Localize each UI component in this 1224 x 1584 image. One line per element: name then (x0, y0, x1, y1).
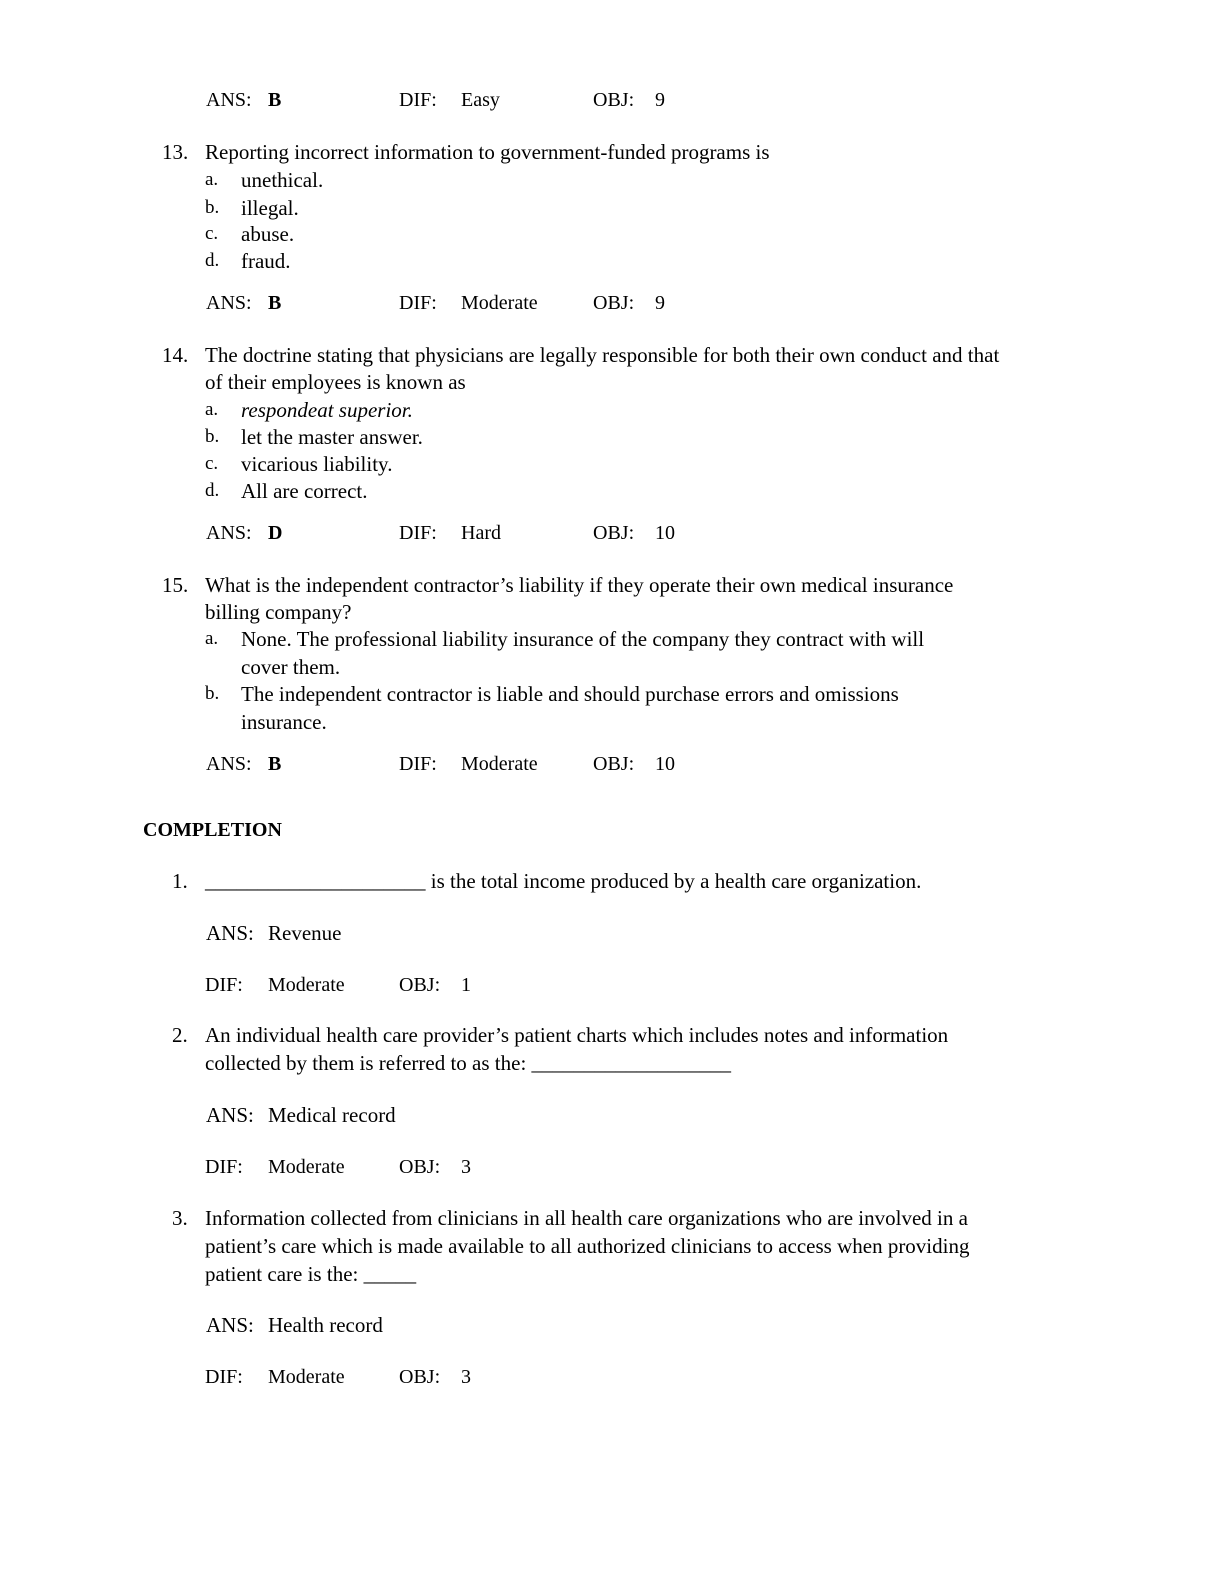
dif-value: Easy (461, 89, 500, 111)
question-text-line-3: patient care is the: _____ (205, 1262, 417, 1286)
option-letter-a: a. (205, 169, 219, 190)
question-stem-line-1: What is the independent contractor’s liability if they operate their own medical insurance (205, 573, 954, 597)
obj-value: 9 (655, 292, 665, 314)
obj-value: 10 (655, 522, 675, 544)
dif-label: DIF: (205, 1156, 243, 1178)
ans-value: D (268, 522, 283, 544)
ans-value: B (268, 753, 282, 775)
question-number: 1. (172, 869, 188, 893)
option-text-c: vicarious liability. (241, 452, 393, 476)
ans-value: Medical record (268, 1103, 396, 1127)
option-text-b: let the master answer. (241, 425, 423, 449)
ans-label: ANS: (206, 522, 252, 544)
option-text-b: illegal. (241, 196, 299, 220)
ans-value: Revenue (268, 921, 342, 945)
option-letter-c: c. (205, 453, 219, 474)
question-number: 14. (162, 343, 189, 367)
option-letter-a: a. (205, 628, 219, 649)
option-letter-b: b. (205, 683, 220, 704)
option-text-a: respondeat superior. (241, 398, 413, 422)
ans-value: B (268, 292, 282, 314)
option-text-b-line-1: The independent contractor is liable and should purchase errors and omissions (241, 682, 899, 706)
option-text-a-line-1: None. The professional liability insurance of the company they contract with will (241, 627, 925, 651)
option-text-c: abuse. (241, 222, 295, 246)
dif-label: DIF: (399, 522, 437, 544)
question-text-line-2: patient’s care which is made available to all authorized clinicians to access when providing (205, 1234, 970, 1258)
question-stem-line-1: The doctrine stating that physicians are legally responsible for both their own conduct and that (205, 343, 1000, 367)
question-stem-line-2: billing company? (205, 600, 352, 624)
option-letter-d: d. (205, 250, 220, 271)
obj-value: 3 (461, 1156, 471, 1178)
option-letter-a: a. (205, 399, 219, 420)
question-number: 13. (162, 140, 189, 164)
question-text-line-1: An individual health care provider’s patient charts which includes notes and information (205, 1023, 949, 1047)
obj-label: OBJ: (399, 974, 441, 996)
question-number: 3. (172, 1206, 188, 1230)
section-heading: COMPLETION (143, 819, 282, 841)
option-text-a-line-2: cover them. (241, 655, 341, 679)
question-text-line-2: collected by them is referred to as the: ___________________ (205, 1051, 732, 1075)
ans-label: ANS: (206, 753, 252, 775)
ans-value: Health record (268, 1313, 383, 1337)
ans-label: ANS: (206, 292, 252, 314)
dif-value: Moderate (268, 1156, 345, 1178)
question-number: 2. (172, 1023, 188, 1047)
option-letter-c: c. (205, 223, 219, 244)
dif-value: Moderate (461, 753, 538, 775)
dif-label: DIF: (205, 974, 243, 996)
ans-label: ANS: (206, 1103, 254, 1127)
dif-value: Moderate (461, 292, 538, 314)
dif-label: DIF: (399, 292, 437, 314)
question-stem-line-2: of their employees is known as (205, 370, 466, 394)
dif-label: DIF: (399, 89, 437, 111)
question-text: _____________________ is the total income produced by a health care organization. (205, 869, 922, 893)
obj-value: 3 (461, 1366, 471, 1388)
obj-label: OBJ: (593, 522, 635, 544)
question-stem: Reporting incorrect information to government-funded programs is (205, 140, 770, 164)
ans-label: ANS: (206, 1313, 254, 1337)
option-letter-b: b. (205, 426, 220, 447)
question-number: 15. (162, 573, 189, 597)
dif-value: Moderate (268, 974, 345, 996)
ans-label: ANS: (206, 921, 254, 945)
option-text-a: unethical. (241, 168, 324, 192)
option-text-d: All are correct. (241, 479, 368, 503)
obj-label: OBJ: (593, 89, 635, 111)
option-letter-b: b. (205, 197, 220, 218)
obj-label: OBJ: (593, 292, 635, 314)
dif-label: DIF: (205, 1366, 243, 1388)
dif-value: Hard (461, 522, 501, 544)
obj-label: OBJ: (593, 753, 635, 775)
obj-value: 9 (655, 89, 665, 111)
obj-label: OBJ: (399, 1156, 441, 1178)
ans-label: ANS: (206, 89, 252, 111)
option-letter-d: d. (205, 480, 220, 501)
dif-value: Moderate (268, 1366, 345, 1388)
option-text-d: fraud. (241, 249, 291, 273)
dif-label: DIF: (399, 753, 437, 775)
obj-label: OBJ: (399, 1366, 441, 1388)
obj-value: 10 (655, 753, 675, 775)
question-text-line-1: Information collected from clinicians in all health care organizations who are involved in a (205, 1206, 968, 1230)
ans-value: B (268, 89, 282, 111)
option-text-b-line-2: insurance. (241, 710, 327, 734)
obj-value: 1 (461, 974, 471, 996)
